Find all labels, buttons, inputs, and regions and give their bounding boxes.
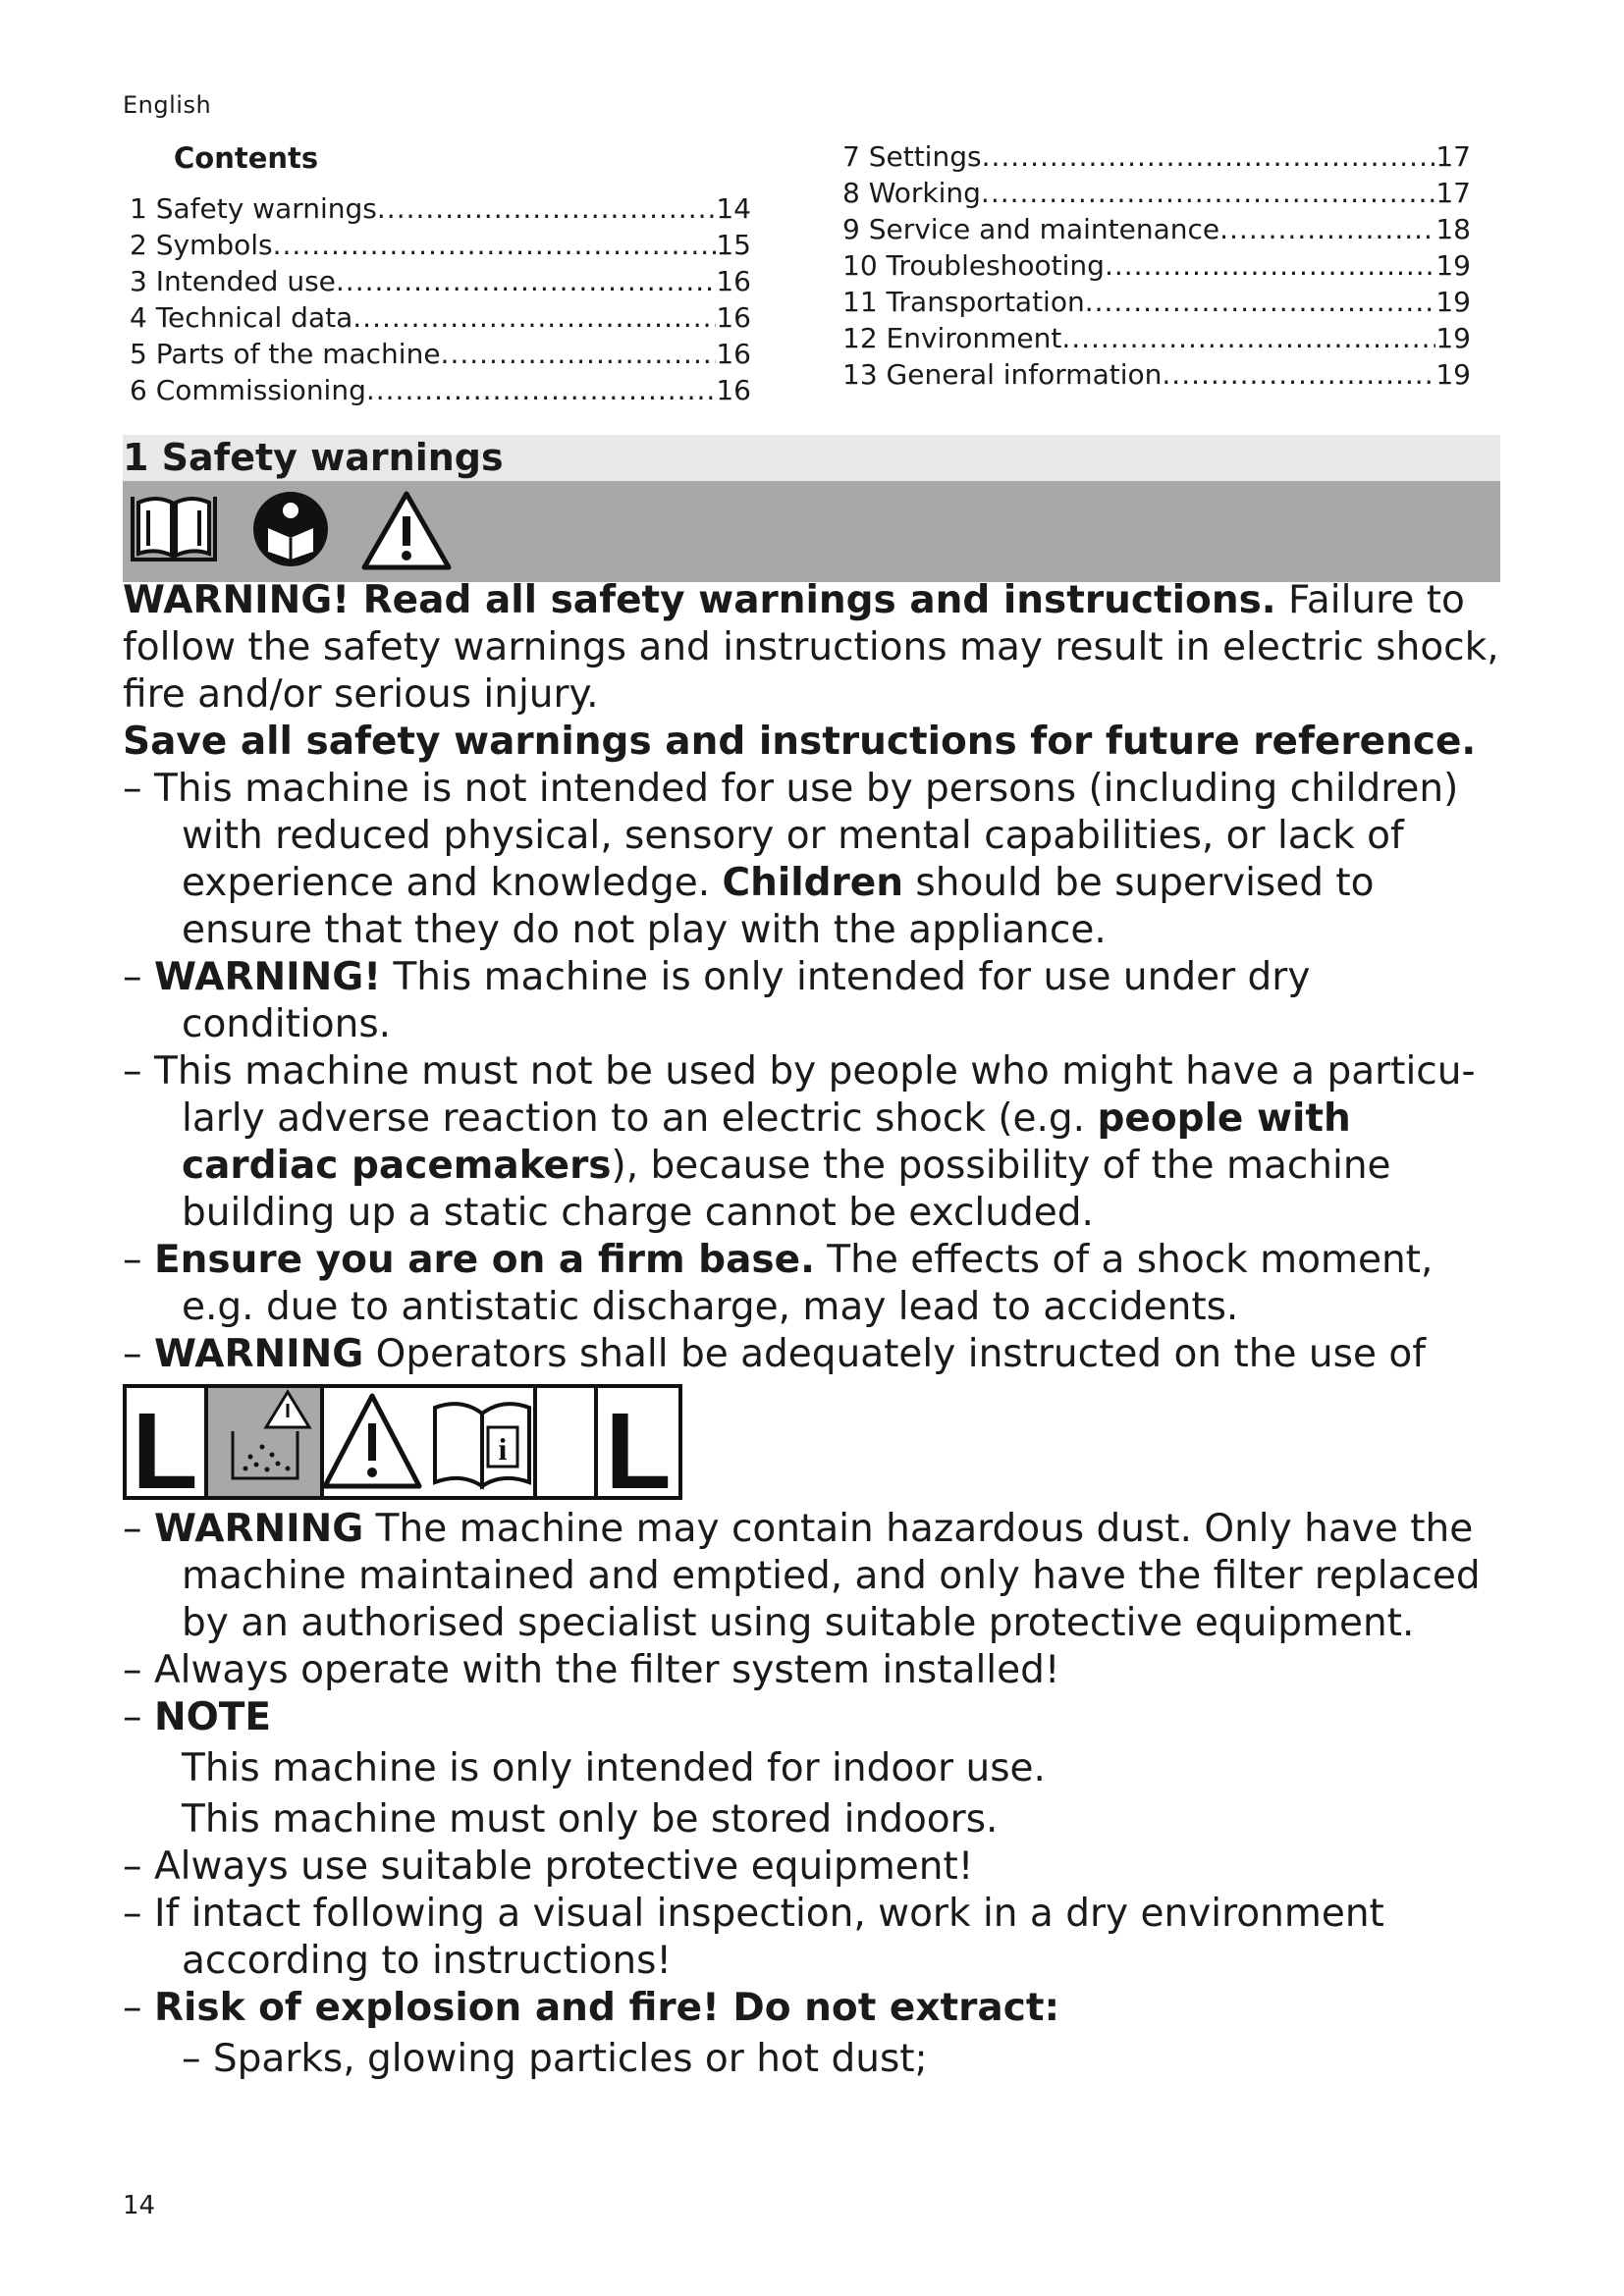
read-manual-icon	[250, 489, 331, 569]
toc-entry[interactable]: 9 Service and maintenance ..... 18	[842, 211, 1471, 247]
safety-warnings-body	[123, 577, 1507, 1425]
safety-icon-bar	[123, 481, 1500, 582]
toc-right-column	[842, 138, 1471, 393]
page-number: 14	[123, 2191, 156, 2220]
toc-entry[interactable]: 8 Working ..... 17	[842, 175, 1471, 211]
section-heading: 1 Safety warnings	[123, 436, 504, 479]
toc-entry[interactable]: 11 Transportation ..... 19	[842, 284, 1471, 320]
dust-container-icon	[206, 1386, 322, 1498]
list-item: – If intact following a visual inspection, work in a dry environment according to instructions!	[123, 1892, 1384, 1983]
note-line: This machine must only be stored indoors.	[182, 1797, 999, 1842]
dust-class-symbol-strip	[123, 1384, 682, 1500]
list-item: – WARNING! This machine is only intended for use under dry conditions.	[123, 955, 1311, 1046]
toc-entry[interactable]: 6 Commissioning ..... 16	[130, 372, 751, 408]
toc-entry[interactable]: 13 General information ..... 19	[842, 356, 1471, 393]
list-item: – NOTE	[123, 1695, 272, 1739]
list-item: – This machine is not intended for use by persons (including children) with reduced physical, sensory or mental capabilities, or lack of experience and knowledge. Children should be supervised to ensure that they do not play with the appliance.	[123, 767, 1459, 952]
toc-entry[interactable]: 10 Troubleshooting ..... 19	[842, 247, 1471, 284]
save-note: Save all safety warnings and instructions for future reference.	[123, 720, 1477, 764]
toc-entry[interactable]: 2 Symbols ..... 15	[130, 227, 751, 263]
list-item: – Always use suitable protective equipment!	[123, 1844, 974, 1889]
warning-intro: WARNING! Read all safety warnings and instructions. Failure to follow the safety warnings and instructions may result in electric shock, fire and/or serious injury.	[123, 578, 1499, 717]
contents-title: Contents	[174, 141, 319, 175]
note-line: This machine is only intended for indoor use.	[182, 1746, 1046, 1790]
list-item: – Always operate with the filter system installed!	[123, 1648, 1060, 1692]
manual-info-icon	[435, 1404, 529, 1486]
warning-triangle-icon	[360, 489, 453, 571]
list-item: – WARNING The machine may contain hazardous dust. Only have the machine maintained and emptied, and only have the filter replaced by an authorised specialist using suitable protective equipment.	[123, 1507, 1481, 1645]
language-label: English	[123, 91, 212, 119]
manual-icon	[129, 489, 219, 565]
toc-entry[interactable]: 1 Safety warnings ..... 14	[130, 190, 751, 227]
list-item: – This machine must not be used by people who might have a particularly adverse reaction to an electric shock (e.g. people with cardiac pacemakers), because the possibility of the machine building up a static charge cannot be excluded.	[123, 1049, 1476, 1235]
toc-entry[interactable]: 3 Intended use ..... 16	[130, 263, 751, 299]
dust-class-letter: L	[132, 1391, 198, 1500]
toc-entry[interactable]: 5 Parts of the machine ..... 16	[130, 336, 751, 372]
safety-warnings-body-continued	[123, 1506, 1507, 2083]
toc-entry[interactable]: 12 Environment ..... 19	[842, 320, 1471, 356]
svg-text:i: i	[498, 1431, 508, 1467]
toc-entry[interactable]: 7 Settings ..... 17	[842, 138, 1471, 175]
sub-list-item: – Sparks, glowing particles or hot dust;	[182, 2037, 928, 2081]
toc-entry[interactable]: 4 Technical data ..... 16	[130, 299, 751, 336]
toc-left-column	[130, 190, 751, 408]
list-item: – WARNING Operators shall be adequately instructed on the use of	[123, 1332, 1426, 1376]
dust-class-letter: L	[605, 1391, 672, 1500]
list-item: – Risk of explosion and fire! Do not extract:	[123, 1986, 1060, 2030]
section-heading-bar	[123, 435, 1500, 481]
list-item: – Ensure you are on a firm base. The effects of a shock moment, e.g. due to antistatic discharge, may lead to accidents.	[123, 1238, 1434, 1329]
